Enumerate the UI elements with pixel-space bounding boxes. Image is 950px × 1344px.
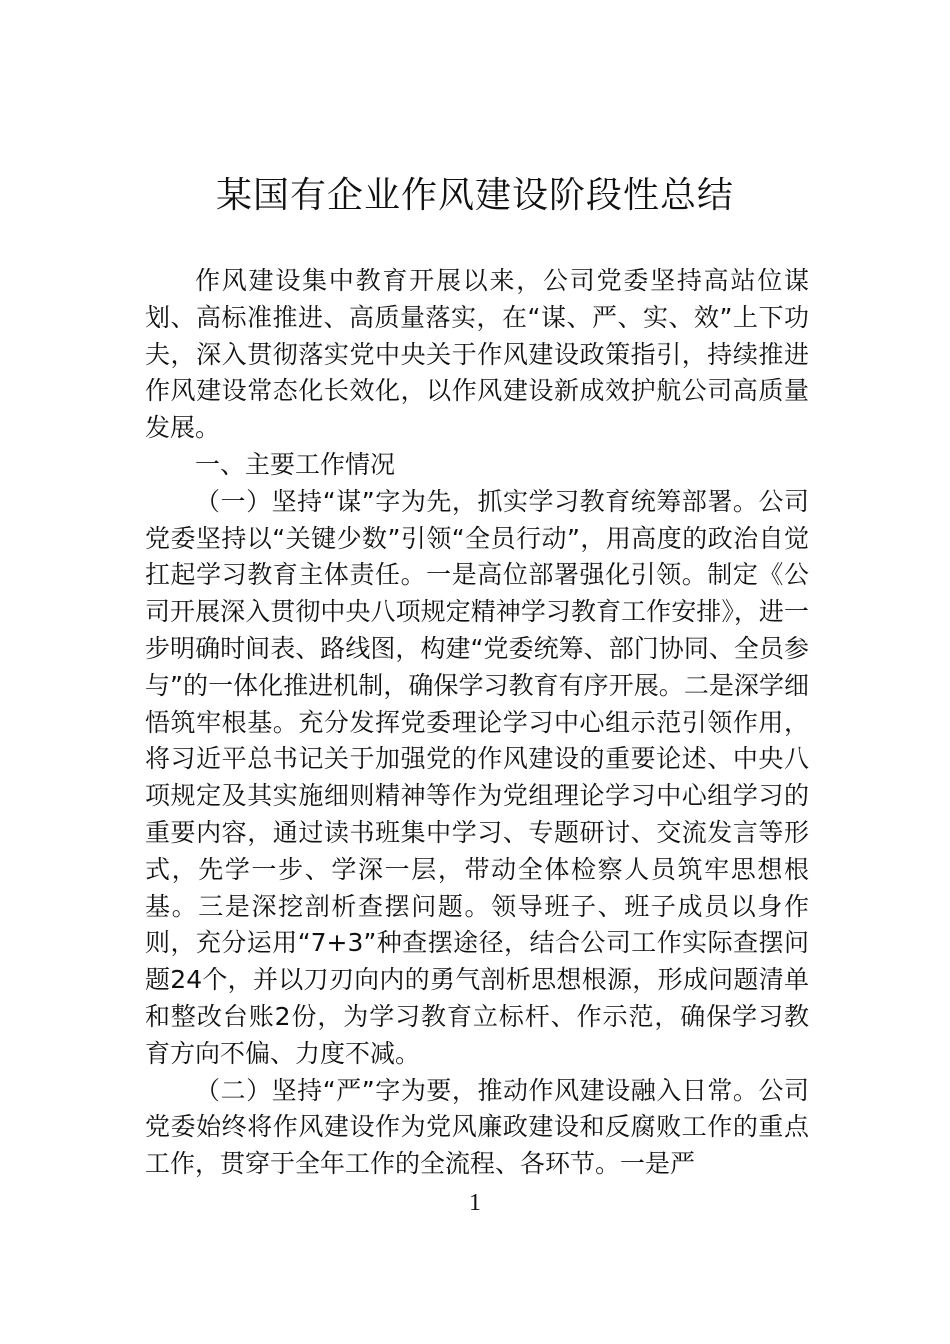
intro-paragraph: 作风建设集中教育开展以来，公司党委坚持高站位谋划、高标准推进、高质量落实，在“谋、严、实、效”上下功夫，深入贯彻落实党中央关于作风建设政策指引，持续推进作风建设常态化长效化，以作风建设新成效护航公司高质量发展。 <box>145 266 809 443</box>
document-title: 某国有企业作风建设阶段性总结 <box>215 175 734 216</box>
page-number: 1 <box>469 1190 481 1216</box>
document-body <box>145 263 809 1183</box>
subsection-paragraph-1: （一）坚持“谋”字为先，抓实学习教育统筹部署。公司党委坚持以“关键少数”引领“全员行动”，用高度的政治自觉扛起学习教育主体责任。一是高位部署强化引领。制定《公司开展深入贯彻中央八项规定精神学习教育工作安排》，进一步明确时间表、路线图，构建“党委统筹、部门协同、全员参与”的一体化推进机制，确保学习教育有序开展。二是深学细悟筑牢根基。充分发挥党委理论学习中心组示范引领作用，将习近平总书记关于加强党的作风建设的重要论述、中央八项规定及其实施细则精神等作为党组理论学习中心组学习的重要内容，通过读书班集中学习、专题研讨、交流发言等形式，先学一步、学深一层，带动全体检察人员筑牢思想根基。三是深挖剖析查摆问题。领导班子、班子成员以身作则，充分运用“7+3”种查摆途径，结合公司工作实际查摆问题24个，并以刀刃向内的勇气剖析思想根源，形成问题清单和整改台账2份，为学习教育立标杆、作示范，确保学习教育方向不偏、力度不减。 <box>145 486 809 1068</box>
subsection-paragraph-2: （二）坚持“严”字为要，推动作风建设融入日常。公司党委始终将作风建设作为党风廉政建设和反腐败工作的重点工作，贯穿于全年工作的全流程、各环节。一是严 <box>145 1075 809 1179</box>
section-heading: 一、主要工作情况 <box>195 449 396 479</box>
